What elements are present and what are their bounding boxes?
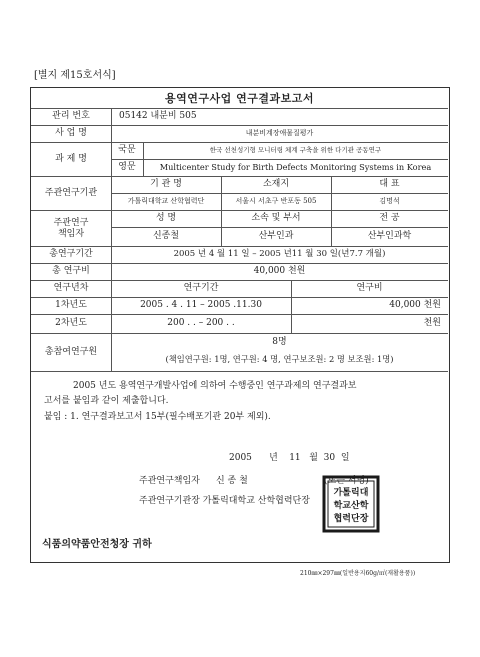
institution-rep-header: 대 표: [379, 179, 400, 189]
body-line-2: 고서를 붙임과 같이 제출합니다.: [44, 396, 169, 406]
body-line-1: 2005 년도 용역연구개발사업에 의하여 수행중인 연구과제의 연구결과보: [73, 381, 357, 391]
period-label: 총연구기간: [49, 249, 93, 259]
budget-label: 총 연구비: [52, 266, 90, 276]
signature-note: (또는 서명): [324, 476, 369, 486]
researcher-label-1: 주관연구: [53, 218, 89, 228]
year2-cost: 천원: [423, 318, 441, 328]
lead-researcher-name: 신 종 철: [216, 476, 248, 486]
official-seal-image: [322, 475, 380, 533]
attachment-note: 붙임 : 1. 연구결과보고서 15부(필수배포기관 20부 제외).: [44, 412, 271, 422]
institution-addr-header: 소재지: [262, 179, 290, 189]
topic-en-value: Multicenter Study for Birth Defects Monitoring Systems in Korea: [159, 162, 432, 173]
budget-value: 40,000 천원: [253, 266, 306, 276]
form-number: [별지 제15호서식]: [34, 70, 116, 81]
researcher-major-header: 전 공: [379, 213, 400, 223]
project-value: 내분비계장애물질평가: [245, 129, 314, 137]
period-value: 2005 년 4 월 11 일 – 2005 년11 월 30 일(년7.7 개월): [173, 249, 386, 260]
mgmt-no-label: 관리 번호: [52, 111, 90, 121]
participants-label: 총참여연구원: [44, 346, 98, 357]
seal-line: 협력단장: [333, 514, 369, 524]
year1-label: 1차년도: [55, 300, 87, 310]
year2-period: 200 . . – 200 . .: [167, 318, 235, 328]
researcher-name: 신종철: [152, 231, 180, 241]
project-label: 사 업 명: [55, 128, 87, 138]
researcher-label-2: 책임자: [57, 229, 85, 239]
years-header-period: 연구기간: [183, 283, 219, 293]
report-form: [30, 87, 450, 563]
rule: [31, 371, 448, 372]
years-header-cost: 연구비: [356, 283, 383, 293]
researcher-name-header: 성 명: [155, 213, 177, 223]
seal-line: 가톨릭대: [333, 488, 369, 498]
lead-researcher-label: 주관연구책임자: [139, 476, 200, 486]
institution-name: 가톨릭대학교 산학협력단: [127, 197, 205, 205]
researcher-dept-header: 소속 및 부서: [251, 213, 301, 223]
topic-ko-value: 한국 선천성기형 모니터링 체계 구축을 위한 다기관 공동연구: [209, 146, 382, 155]
year1-cost: 40,000 천원: [389, 300, 441, 310]
researcher-major: 산부인과학: [367, 231, 412, 241]
years-header-year: 연구년차: [53, 283, 89, 293]
institution-head-line: 주관연구기관장 가톨릭대학교 산학협력단장: [139, 496, 310, 506]
participants-count: 8명: [272, 336, 287, 347]
seal-line: 학교산학: [333, 501, 369, 511]
topic-label: 과 제 명: [55, 153, 87, 164]
year2-label: 2차년도: [55, 318, 87, 328]
submission-date: 2005 년 11 월 30 일: [229, 453, 350, 463]
participants-detail: (책임연구원: 1명, 연구원: 4 명, 연구보조원: 2 명 보조원: 1명): [165, 353, 394, 364]
topic-ko-label: 국문: [118, 145, 136, 155]
document-title: 용역연구사업 연구결과보고서: [165, 91, 314, 105]
institution-name-header: 기 관 명: [150, 179, 182, 189]
researcher-dept: 산부인과: [258, 231, 294, 241]
year1-period: 2005 . 4 . 11 – 2005 .11.30: [140, 300, 262, 310]
topic-en-label: 영문: [118, 162, 136, 172]
recipient: 식품의약품안전청장 귀하: [42, 539, 152, 550]
institution-label: 주관연구기관: [44, 187, 98, 198]
institution-address: 서울시 서초구 반포동 505: [235, 197, 317, 205]
institution-rep: 김명석: [379, 197, 400, 205]
paper-spec-footer: 210㎜×297㎜(일반용지60g/㎡(재활용품)): [300, 570, 416, 577]
mgmt-no-value: 05142 내분비 505: [119, 111, 197, 121]
